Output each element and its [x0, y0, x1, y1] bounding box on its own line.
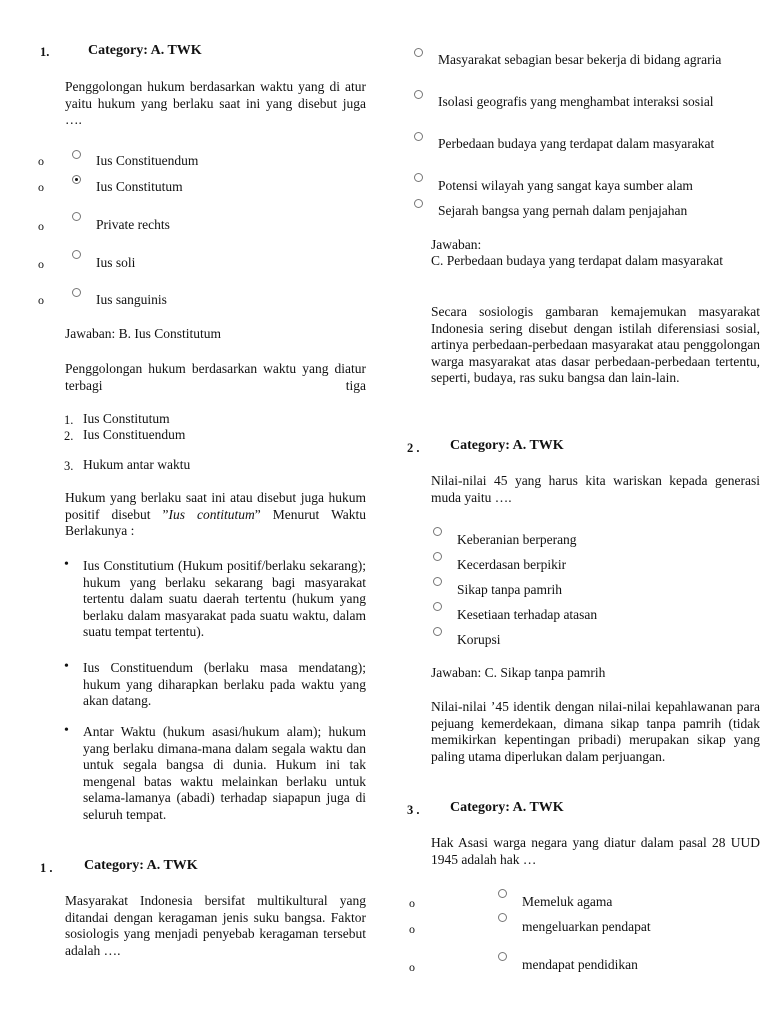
option-label: Sejarah bangsa yang pernah dalam penjajahan — [438, 203, 688, 218]
answer-text: Jawaban: C. Sikap tanpa pamrih — [431, 665, 606, 680]
question-text: Nilai-nilai 45 yang harus kita wariskan kepada generasi muda yaitu …. — [431, 473, 760, 505]
question-text: Masyarakat Indonesia bersifat multikultural yang ditandai dengan keragaman jenis suku bangsa. Faktor sosiologis yang menjadi penyebab keragaman tersebut adalah …. — [65, 893, 366, 958]
question-category: Category: A. TWK — [84, 858, 198, 873]
bullet-item: Antar Waktu (hukum asasi/hukum alam); hukum yang berlaku dimana-mana dalam segala waktu dan untuk segala bangsa di dunia. Hukum ini tak mengenal batas waktu melainkan berlaku untuk selama-lamanya (abadi) terhadap siapapun juga di seluruh tempat. — [83, 724, 366, 822]
question-number: 2 . — [407, 441, 420, 455]
radio-option-e[interactable] — [433, 627, 442, 636]
question-number: 1 . — [40, 861, 53, 875]
list-bullet-icon: o — [409, 922, 415, 936]
list-bullet-icon: o — [409, 960, 415, 974]
option-label: Masyarakat sebagian besar bekerja di bidang agraria — [438, 52, 722, 67]
question-category: Category: A. TWK — [450, 438, 564, 453]
radio-option-c[interactable] — [72, 212, 81, 221]
list-number: 2. — [64, 429, 74, 443]
question-text: Penggolongan hukum berdasarkan waktu yang di atur yaitu hukum yang berlaku saat ini yang disebut juga …. — [65, 79, 366, 127]
option-label: Keberanian berperang — [457, 532, 577, 547]
bullet-icon: • — [64, 659, 69, 674]
option-label: Perbedaan budaya yang terdapat dalam masyarakat — [438, 136, 715, 151]
answer-label: Jawaban: — [431, 237, 482, 252]
radio-option-a[interactable] — [498, 889, 507, 898]
radio-option-a[interactable] — [433, 527, 442, 536]
bullet-icon: • — [64, 723, 69, 738]
bullet-item: Ius Constitutium (Hukum positif/berlaku sekarang); hukum yang berlaku sekarang bagi masyarakat tertentu dalam suatu daerah tertentu (hukum yang berlaku dalam masyarakat pada suatu waktu, dalam suatu tempat tertentu). — [83, 558, 366, 639]
explanation-intro: Penggolongan hukum berdasarkan waktu yang diatur terbagi tiga — [65, 361, 366, 393]
radio-option-d[interactable] — [433, 602, 442, 611]
option-label: Kesetiaan terhadap atasan — [457, 607, 598, 622]
list-number: 3. — [64, 459, 74, 473]
question-number: 3 . — [407, 803, 420, 817]
option-label: Kecerdasan berpikir — [457, 557, 567, 572]
option-label: Ius Constitutum — [96, 179, 183, 194]
answer-text: C. Perbedaan budaya yang terdapat dalam masyarakat — [431, 253, 724, 268]
radio-option-c[interactable] — [414, 132, 423, 141]
radio-option-b[interactable] — [414, 90, 423, 99]
bullet-icon: • — [64, 557, 69, 572]
radio-option-d[interactable] — [414, 173, 423, 182]
question-category: Category: A. TWK — [88, 43, 202, 58]
option-label: Sikap tanpa pamrih — [457, 582, 562, 597]
answer-text: Jawaban: B. Ius Constitutum — [65, 326, 221, 341]
explanation-paragraph: Secara sosiologis gambaran kemajemukan masyarakat Indonesia sering disebut dengan istilah diferensiasi sosial, artinya perbedaan-perbedaan masyarakat atau penggolongan warga masyarakat atas dasar perbedaan-perbedaan tertentu, seperti, budaya, ras suku bangsa dan lain-lain. — [431, 304, 760, 385]
explanation-paragraph: Nilai-nilai ’45 identik dengan nilai-nilai kepahlawanan para pejuang kemerdekaan, dimana sikap tanpa pamrih (tidak memikirkan kepentingan pribadi) merupakan sikap yang paling utama diperlukan dalam perjuangan. — [431, 699, 760, 764]
option-label: Ius soli — [96, 255, 136, 270]
question-number: 1. — [40, 45, 50, 59]
list-bullet-icon: o — [409, 896, 415, 910]
list-item: Hukum antar waktu — [83, 457, 191, 472]
list-number: 1. — [64, 413, 74, 427]
option-label: Memeluk agama — [522, 894, 613, 909]
bullet-item: Ius Constituendum (berlaku masa mendatang); hukum yang diharapkan berlaku pada waktu yang akan datang. — [83, 660, 366, 708]
radio-option-c[interactable] — [498, 952, 507, 961]
list-item: Ius Constituendum — [83, 427, 186, 442]
option-label: mengeluarkan pendapat — [522, 919, 651, 934]
list-bullet-icon: o — [38, 154, 44, 168]
radio-option-e[interactable] — [72, 288, 81, 297]
option-label: mendapat pendidikan — [522, 957, 638, 972]
radio-option-b[interactable] — [433, 552, 442, 561]
option-label: Ius Constituendum — [96, 153, 199, 168]
list-bullet-icon: o — [38, 293, 44, 307]
option-label: Potensi wilayah yang sangat kaya sumber alam — [438, 178, 693, 193]
option-label: Ius sanguinis — [96, 292, 167, 307]
list-bullet-icon: o — [38, 219, 44, 233]
question-category: Category: A. TWK — [450, 800, 564, 815]
explanation-paragraph: Hukum yang berlaku saat ini atau disebut juga hukum positif disebut ”Ius contitutum” Menurut Waktu Berlakunya : — [65, 490, 366, 538]
list-item: Ius Constitutum — [83, 411, 170, 426]
radio-option-a[interactable] — [72, 150, 81, 159]
radio-option-b[interactable] — [498, 913, 507, 922]
list-bullet-icon: o — [38, 180, 44, 194]
option-label: Korupsi — [457, 632, 501, 647]
radio-option-a[interactable] — [414, 48, 423, 57]
radio-option-e[interactable] — [414, 199, 423, 208]
radio-option-c[interactable] — [433, 577, 442, 586]
radio-option-b-selected[interactable] — [72, 175, 81, 184]
radio-option-d[interactable] — [72, 250, 81, 259]
question-text: Hak Asasi warga negara yang diatur dalam pasal 28 UUD 1945 adalah hak … — [431, 835, 760, 867]
list-bullet-icon: o — [38, 257, 44, 271]
option-label: Private rechts — [96, 217, 170, 232]
option-label: Isolasi geografis yang menghambat interaksi sosial — [438, 94, 714, 109]
